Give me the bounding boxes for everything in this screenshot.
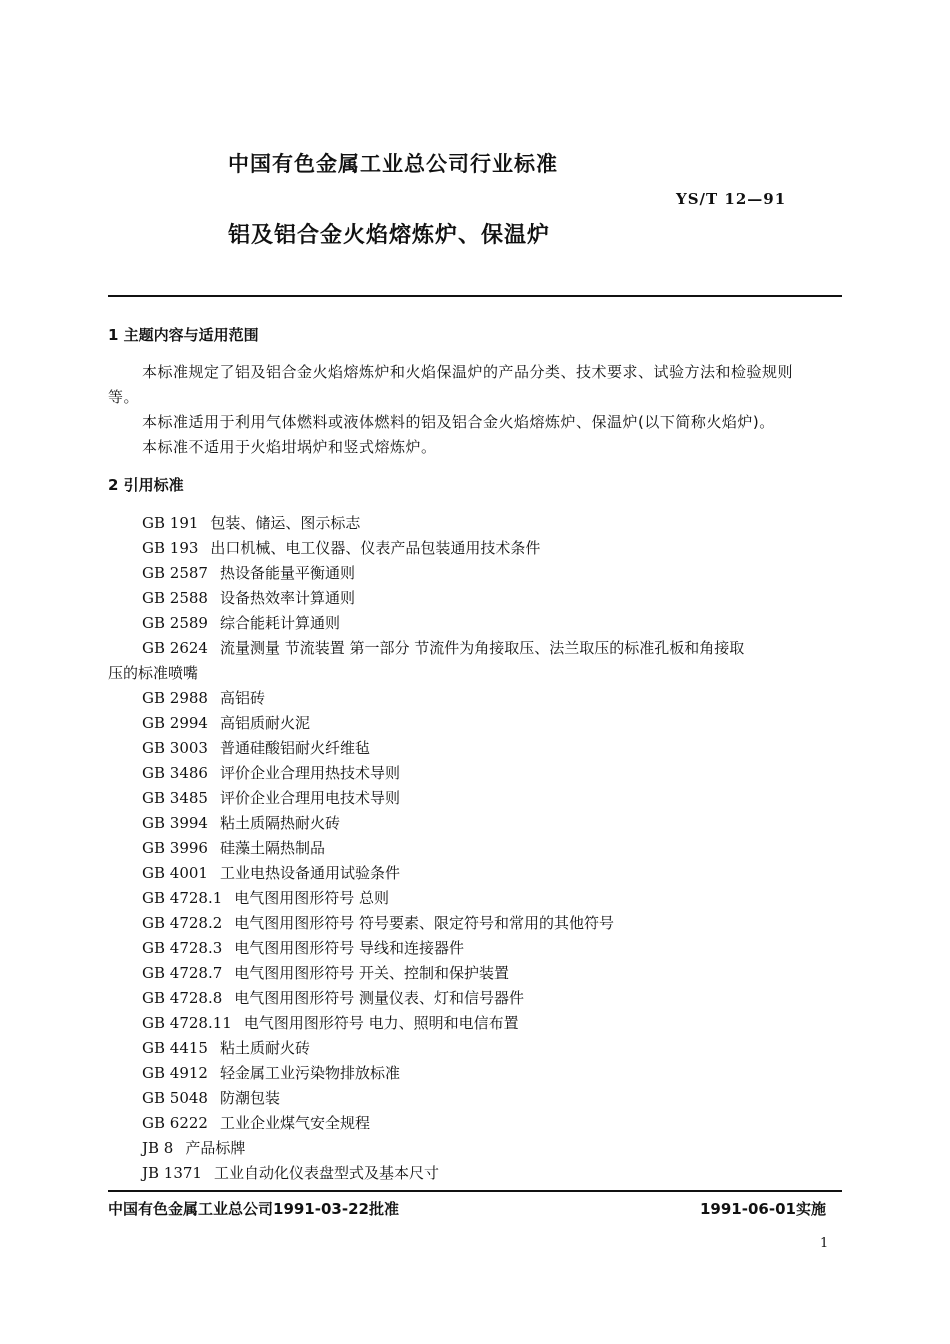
reference-item: GB 4728.7 电气图用图形符号 开关、控制和保护装置 <box>142 964 510 982</box>
header-rule <box>108 295 842 297</box>
reference-item: GB 4912 轻金属工业污染物排放标准 <box>142 1064 400 1082</box>
reference-item: GB 193 出口机械、电工仪器、仪表产品包装通用技术条件 <box>142 539 541 557</box>
section-1-paragraph-3: 本标准不适用于火焰坩埚炉和竖式熔炼炉。 <box>142 438 437 456</box>
reference-item: GB 3485 评价企业合理用电技术导则 <box>142 789 400 807</box>
reference-item: GB 4728.2 电气图用图形符号 符号要素、限定符号和常用的其他符号 <box>142 914 615 932</box>
reference-item: GB 3994 粘土质隔热耐火砖 <box>142 814 340 832</box>
footer-rule <box>108 1190 842 1192</box>
reference-item: GB 4728.3 电气图用图形符号 导线和连接器件 <box>142 939 465 957</box>
reference-item: GB 2624 流量测量 节流装置 第一部分 节流件为角接取压、法兰取压的标准孔板和角接取 <box>142 639 745 657</box>
reference-item: JB 1371 工业自动化仪表盘型式及基本尺寸 <box>142 1164 439 1182</box>
section-2-heading: 2 引用标准 <box>108 476 184 494</box>
section-1-paragraph-2: 本标准适用于利用气体燃料或液体燃料的铝及铝合金火焰熔炼炉、保温炉(以下简称火焰炉)。 <box>142 413 775 431</box>
section-1-paragraph-1: 本标准规定了铝及铝合金火焰熔炼炉和火焰保温炉的产品分类、技术要求、试验方法和检验规则 <box>142 363 794 381</box>
reference-item: GB 4728.11 电气图用图形符号 电力、照明和电信布置 <box>142 1014 519 1032</box>
organization-standard-heading: 中国有色金属工业总公司行业标准 <box>228 152 558 176</box>
standard-code: YS/T 12—91 <box>676 190 787 208</box>
reference-item: GB 2994 高铝质耐火泥 <box>142 714 310 732</box>
reference-item: GB 3996 硅藻土隔热制品 <box>142 839 325 857</box>
section-1-heading: 1 主题内容与适用范围 <box>108 326 259 344</box>
page-number: 1 <box>820 1236 829 1251</box>
reference-item: GB 2587 热设备能量平衡通则 <box>142 564 355 582</box>
reference-item: GB 2589 综合能耗计算通则 <box>142 614 340 632</box>
reference-item: GB 4001 工业电热设备通用试验条件 <box>142 864 400 882</box>
section-1-paragraph-1-cont: 等。 <box>108 388 140 406</box>
reference-item: GB 4415 粘土质耐火砖 <box>142 1039 310 1057</box>
reference-item: GB 191 包装、储运、图示标志 <box>142 514 361 532</box>
reference-item: GB 3003 普通硅酸铝耐火纤维毡 <box>142 739 370 757</box>
implementation-date: 1991-06-01实施 <box>700 1200 826 1218</box>
reference-item: GB 4728.1 电气图用图形符号 总则 <box>142 889 390 907</box>
reference-item: GB 3486 评价企业合理用热技术导则 <box>142 764 400 782</box>
reference-item: JB 8 产品标牌 <box>142 1139 246 1157</box>
approval-statement: 中国有色金属工业总公司1991-03-22批准 <box>108 1200 399 1218</box>
reference-item-continuation: 压的标准喷嘴 <box>108 664 199 682</box>
reference-item: GB 5048 防潮包装 <box>142 1089 280 1107</box>
reference-item: GB 2588 设备热效率计算通则 <box>142 589 355 607</box>
document-title: 铝及铝合金火焰熔炼炉、保温炉 <box>228 223 551 248</box>
reference-item: GB 6222 工业企业煤气安全规程 <box>142 1114 370 1132</box>
reference-item: GB 4728.8 电气图用图形符号 测量仪表、灯和信号器件 <box>142 989 525 1007</box>
reference-item: GB 2988 高铝砖 <box>142 689 265 707</box>
